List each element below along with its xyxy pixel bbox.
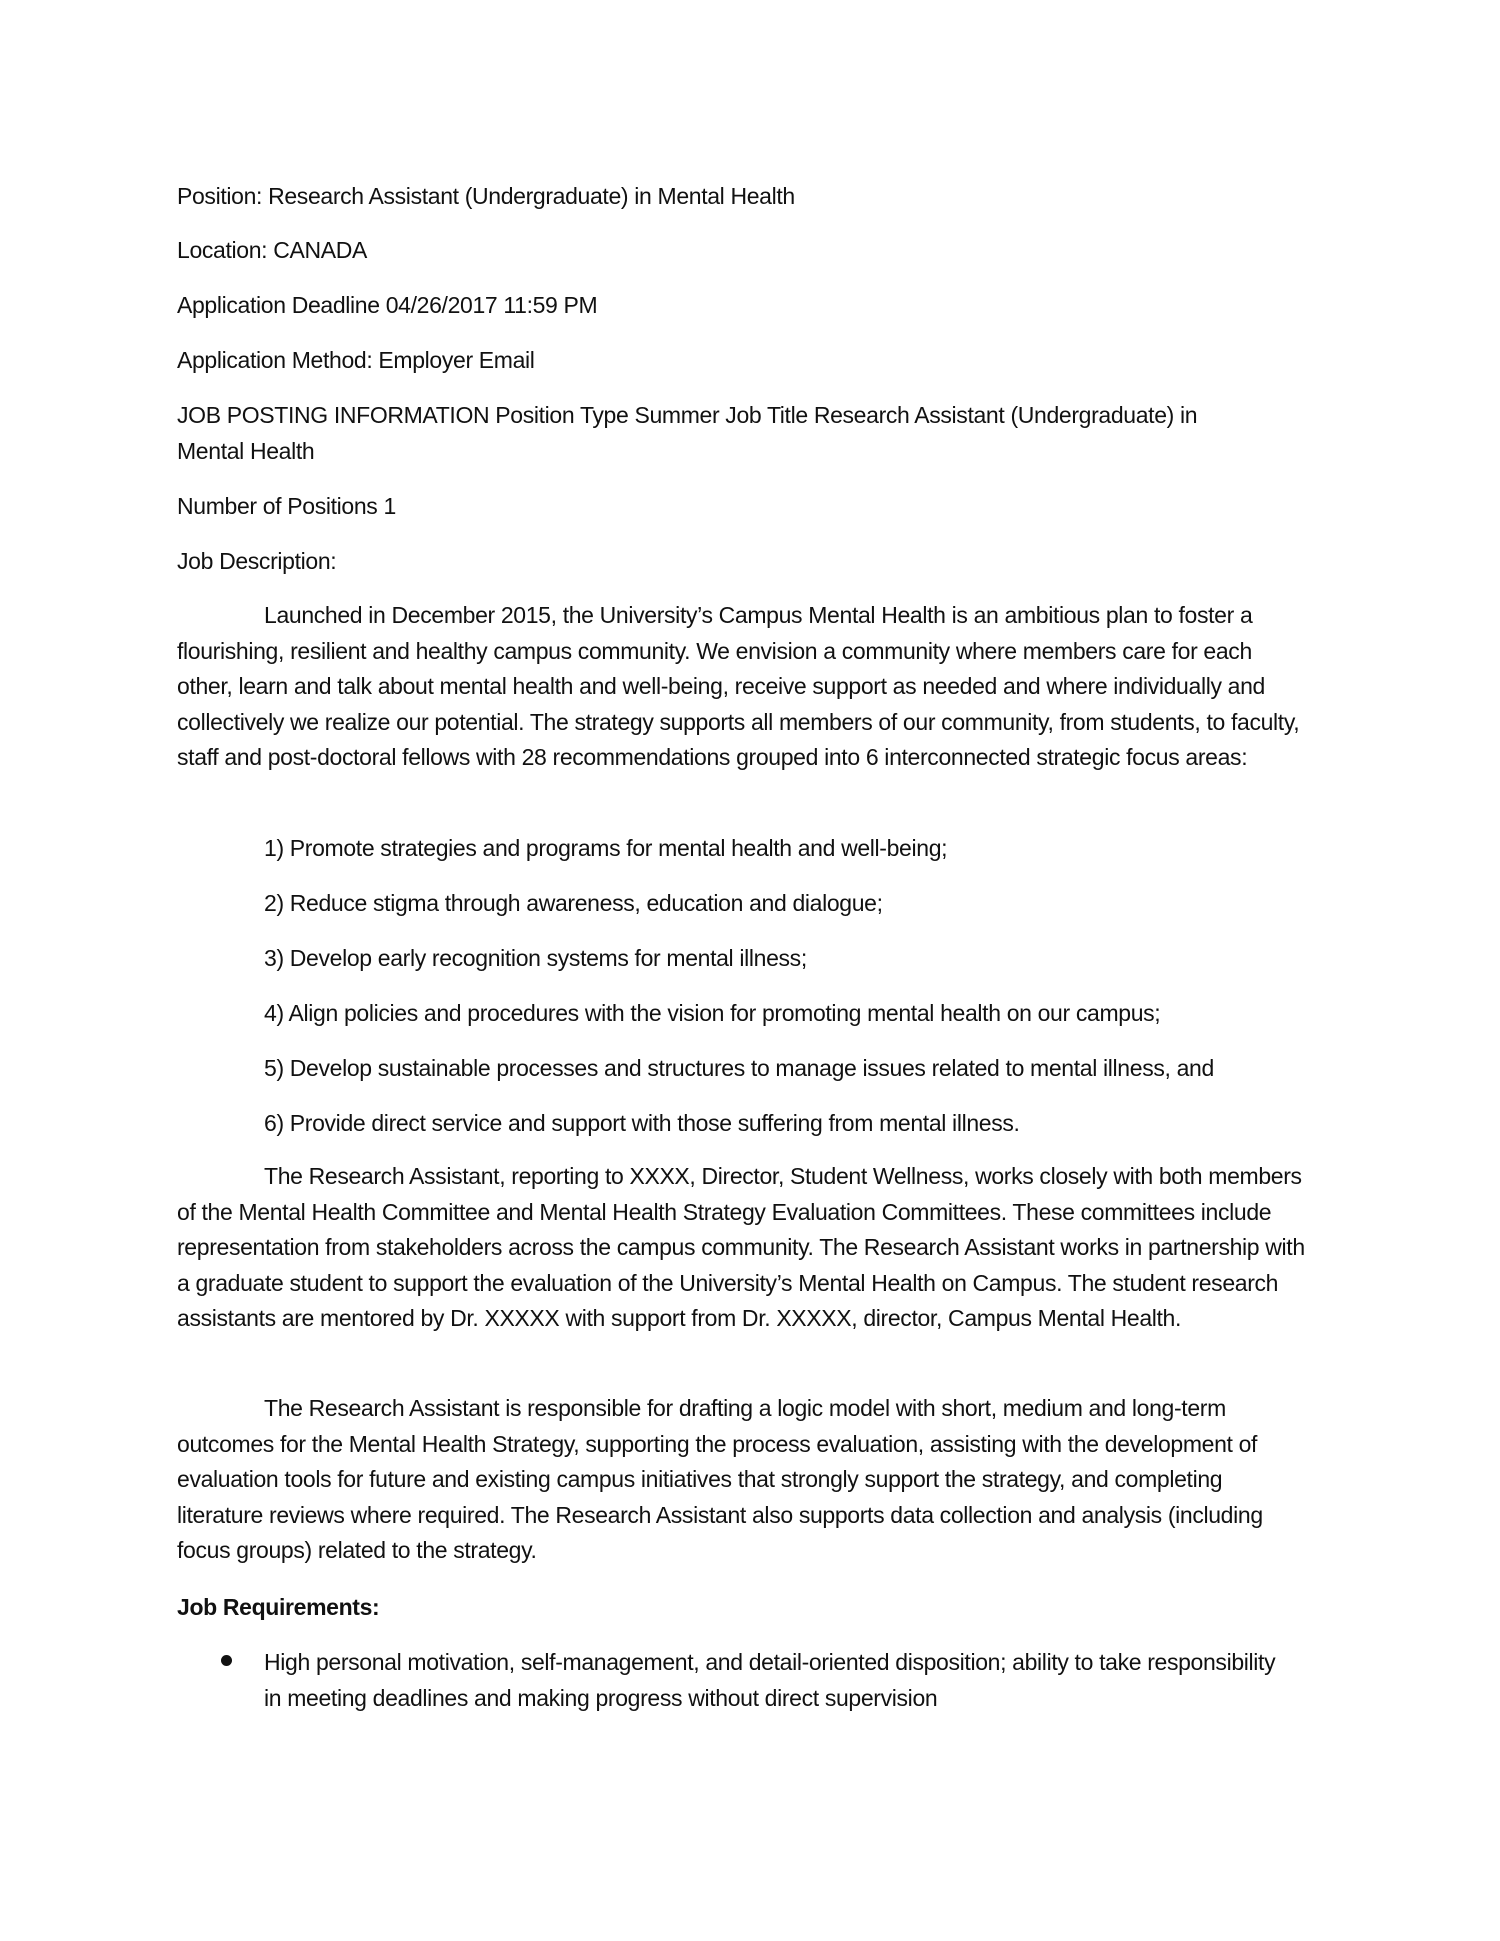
deadline-line: Application Deadline 04/26/2017 11:59 PM (177, 292, 598, 318)
responsibilities-paragraph (177, 1391, 1312, 1569)
job-requirements-heading: Job Requirements: (177, 1594, 380, 1620)
position-line: Position: Research Assistant (Undergraduate) in Mental Health (177, 183, 795, 209)
location-line: Location: CANADA (177, 237, 367, 263)
focus-area-3: 3) Develop early recognition systems for mental illness; (264, 945, 807, 971)
focus-area-1: 1) Promote strategies and programs for mental health and well-being; (264, 835, 948, 861)
reporting-paragraph (177, 1159, 1312, 1337)
focus-area-2: 2) Reduce stigma through awareness, education and dialogue; (264, 890, 883, 916)
responsibilities-text: The Research Assistant is responsible for drafting a logic model with short, medium and long-term outcomes for the Mental Health Strategy, supporting the process evaluation, assisting with the development of evaluation tools for future and existing campus initiatives that strongly support the strategy, and completing literature reviews where required. The Research Assistant also supports data collection and analysis (including focus groups) related to the strategy. (177, 1395, 1263, 1563)
application-method-line: Application Method: Employer Email (177, 347, 535, 373)
posting-info-line-1: JOB POSTING INFORMATION Position Type Summer Job Title Research Assistant (Undergraduate) in (177, 402, 1198, 428)
focus-area-4: 4) Align policies and procedures with the vision for promoting mental health on our campus; (264, 1000, 1161, 1026)
focus-area-5: 5) Develop sustainable processes and structures to manage issues related to mental illness, and (264, 1055, 1214, 1081)
reporting-text: The Research Assistant, reporting to XXXX, Director, Student Wellness, works closely with both members of the Mental Health Committee and Mental Health Strategy Evaluation Committees. These committees include representation from stakeholders across the campus community. The Research Assistant works in partnership with a graduate student to support the evaluation of the University’s Mental Health on Campus. The student research assistants are mentored by Dr. XXXXX with support from Dr. XXXXX, director, Campus Mental Health. (177, 1163, 1305, 1331)
posting-info-line-2: Mental Health (177, 438, 315, 464)
intro-paragraph (177, 598, 1312, 776)
positions-count-line: Number of Positions 1 (177, 493, 396, 519)
focus-area-6: 6) Provide direct service and support with those suffering from mental illness. (264, 1110, 1020, 1136)
intro-text: Launched in December 2015, the University’s Campus Mental Health is an ambitious plan to foster a flourishing, resilient and healthy campus community. We envision a community where members care for each other, learn and talk about mental health and well-being, receive support as needed and where individually and collectively we realize our potential. The strategy supports all members of our community, from students, to faculty, staff and post-doctoral fellows with 28 recommendations grouped into 6 interconnected strategic focus areas: (177, 602, 1300, 770)
bullet-icon (221, 1655, 232, 1666)
requirement-text: High personal motivation, self-management, and detail-oriented disposition; ability to take responsibility in meeting deadlines and making progress without direct supervision (264, 1649, 1276, 1711)
job-description-label: Job Description: (177, 548, 337, 574)
